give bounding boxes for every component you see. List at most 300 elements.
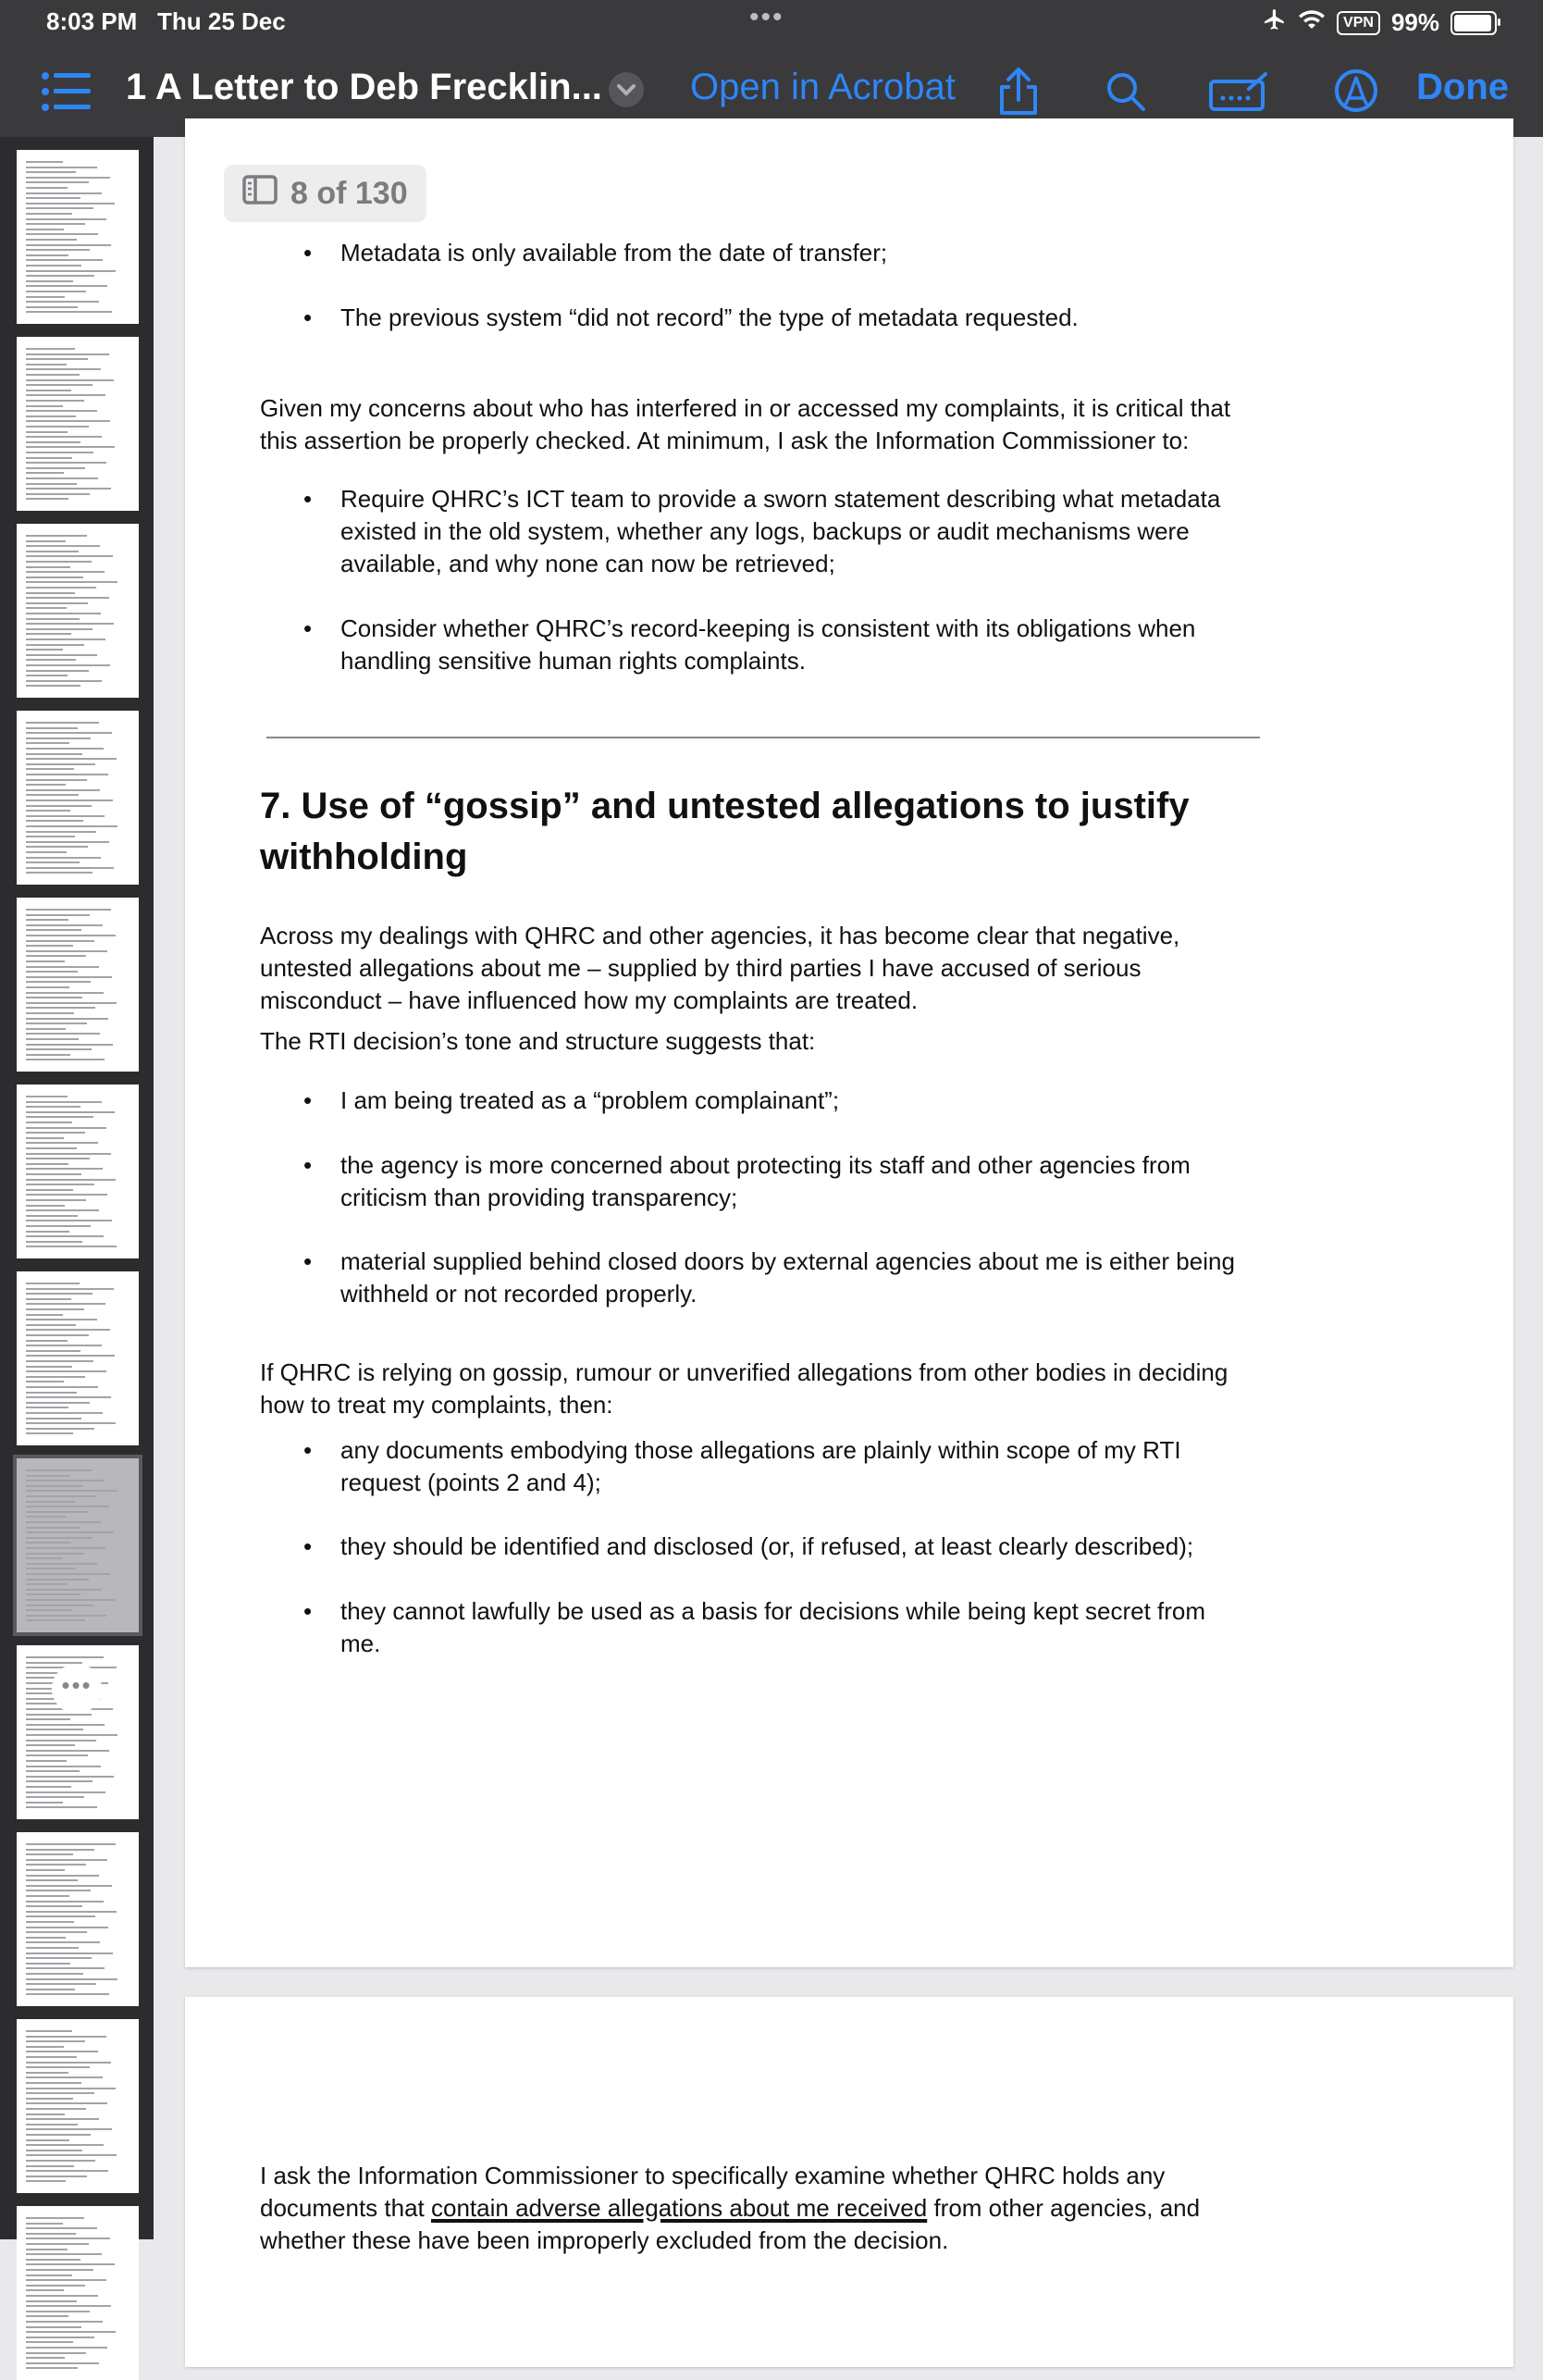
thumbnail-text-line (26, 1879, 78, 1881)
thumbnail-text-line (26, 1947, 79, 1949)
thumbnail-text-line (26, 1407, 68, 1408)
share-icon[interactable] (995, 67, 1042, 121)
thumbnail-text-line (26, 1531, 114, 1533)
thumbnail-text-line (26, 727, 78, 729)
thumbnail-text-line (26, 1869, 65, 1871)
thumbnail-text-line (26, 1915, 95, 1917)
thumbnail-text-line (26, 1796, 84, 1798)
thumbnail-text-line (26, 1760, 67, 1762)
thumbnail-text-line (26, 1418, 81, 1419)
thumbnail-text-line (26, 623, 114, 625)
thumbnail-text-line (26, 2275, 72, 2276)
thumbnail-text-line (26, 1750, 109, 1752)
thumbnail-text-line (26, 1901, 104, 1903)
thumbnail-text-line (26, 1366, 72, 1368)
thumbnail-text-line (26, 2279, 106, 2281)
list-item: • Metadata is only available from the date of transfer; (303, 239, 888, 267)
thumbnail-text-line (26, 1106, 80, 1108)
thumbnail-text-line (26, 2088, 116, 2089)
thumbnail-text-line (26, 1615, 106, 1617)
thumbnail-text-line (26, 1194, 107, 1196)
thumbnail-text-line (26, 571, 105, 573)
thumbnail-text-line (26, 1937, 66, 1939)
thumbnail-text-line (26, 2144, 104, 2146)
thumbnail-text-line (26, 1153, 111, 1155)
thumbnail-text-line (26, 763, 95, 765)
thumbnail-text-line (26, 441, 80, 443)
thumbnail-text-line (26, 1142, 98, 1144)
thumbnail-text-line (26, 1370, 106, 1372)
thumbnail-text-line (26, 1422, 116, 1424)
thumbnail-text-line (26, 1298, 71, 1300)
thumbnail-text-line (26, 1485, 83, 1487)
thumbnail-text-line (26, 1381, 64, 1382)
thumbnail-text-line (26, 1127, 106, 1129)
thumbnail-text-line (26, 1220, 112, 1221)
page-indicator[interactable] (224, 165, 426, 222)
thumbnail-text-line (26, 535, 87, 537)
thumbnail-text-line (26, 1780, 93, 1782)
thumbnail-text-line (26, 1501, 75, 1503)
thumbnail-text-line (26, 1978, 117, 1980)
page-thumbnail[interactable] (17, 1085, 139, 1258)
thumbnail-text-line (26, 1048, 92, 1050)
multitasking-dots[interactable]: ••• (749, 2, 784, 32)
wifi-icon (1298, 8, 1326, 37)
thumbnail-text-line (26, 1729, 83, 1730)
thumbnail-text-line (26, 1184, 94, 1185)
thumbnail-text-line (26, 2040, 85, 2042)
thumbnail-text-line (26, 1215, 78, 1217)
paragraph: Across my dealings with QHRC and other agencies, it has become clear that negative, untested allegations about me – supplied by third parties I have accused of serious misconduct – have influenced how my complaints are treated. (260, 922, 1180, 1014)
thumbnail-text-line (26, 1319, 97, 1320)
thumbnail-text-line (26, 498, 68, 500)
thumbnail-text-line (26, 1231, 69, 1233)
thumbnail-text-line (26, 368, 101, 370)
thumbnail-text-line (26, 986, 69, 988)
markup-pen-icon[interactable] (1334, 68, 1378, 118)
thumbnail-text-line (26, 805, 92, 807)
list-item: • they cannot lawfully be used as a basis for decisions while being kept secret from me. (303, 1597, 1206, 1657)
thumbnail-text-line (26, 2253, 102, 2255)
thumbnail-text-line (26, 2341, 73, 2343)
thumbnail-text-line (26, 1740, 96, 1742)
thumbnail-text-line (26, 945, 73, 947)
thumbnail-text-line (26, 420, 110, 422)
thumbnail-text-line (26, 1619, 85, 1621)
thumbnail-text-line (26, 831, 96, 833)
thumbnail-text-line (26, 1189, 73, 1191)
thumbnail-text-line (26, 1931, 87, 1933)
open-in-acrobat-button[interactable]: Open in Acrobat (690, 67, 956, 107)
thumbnail-text-line (26, 1875, 99, 1877)
thumbnail-text-line (26, 1225, 91, 1227)
thumbnail-text-line (26, 1137, 64, 1139)
thumbnail-text-line (26, 1402, 90, 1404)
thumbnail-text-line (26, 1345, 102, 1346)
thumbnail-text-line (26, 654, 97, 656)
thumbnail-text-line (26, 2170, 108, 2172)
thumbnail-text-line (26, 2352, 86, 2354)
thumbnail-text-line (26, 161, 63, 163)
thumbnail-text-line (26, 291, 86, 292)
thumbnail-text-line (26, 2289, 64, 2291)
thumbnail-text-line (26, 254, 68, 256)
thumbnail-text-line (26, 477, 98, 479)
thumbnail-text-line (26, 2311, 90, 2312)
thumbnail-text-line (26, 1911, 117, 1913)
thumbnail-text-line (26, 223, 85, 225)
thumbnail-text-line (26, 2108, 86, 2110)
thumbnail-text-line (26, 794, 79, 796)
thumbnail-text-line (26, 431, 68, 433)
thumbnail-text-line (26, 680, 102, 682)
thumbnails-list-icon[interactable] (41, 68, 91, 115)
thumbnail-text-line (26, 1890, 91, 1891)
battery-percent: 99% (1390, 8, 1439, 36)
thumbnail-text-line (26, 846, 88, 848)
thumbnail-text-line (26, 800, 113, 801)
thumbnail-text-line (26, 644, 84, 646)
list-item: • Require QHRC’s ICT team to provide a sworn statement describing what metadata existed in the old system, whether any logs, backups or audit mechanisms were available, and why none can now be retrieved; (303, 485, 1221, 577)
thumbnail-text-line (26, 753, 82, 755)
thumbnail-text-line (26, 348, 75, 350)
thumbnail-text-line (26, 862, 80, 863)
thumbnail-text-line (26, 1340, 68, 1342)
thumbnail-text-line (26, 467, 85, 469)
thumbnail-text-line (26, 364, 67, 366)
thumbnail-text-line (26, 748, 104, 750)
status-date: Thu 25 Dec (157, 7, 286, 35)
search-icon[interactable] (1105, 70, 1147, 118)
thumbnail-text-line (26, 1967, 105, 1969)
thumbnail-text-line (26, 2233, 76, 2235)
page-thumbnail[interactable] (17, 711, 139, 885)
thumbnail-text-line (26, 872, 93, 874)
chevron-down-icon[interactable] (609, 72, 644, 107)
thumbnail-text-line (26, 415, 76, 417)
thumbnail-text-line (26, 2295, 98, 2297)
thumbnail-text-line (26, 2223, 63, 2225)
thumbnail-text-line (26, 177, 110, 179)
thumbnail-text-line (26, 2305, 111, 2307)
thumbnail-text-line (26, 1609, 72, 1611)
page-thumbnail[interactable] (17, 1271, 139, 1445)
thumbnail-text-line (26, 270, 116, 272)
done-button[interactable]: Done (1416, 67, 1509, 107)
thumbnail-text-line (26, 555, 113, 557)
thumbnail-text-line (26, 602, 88, 604)
thumbnail-text-line (26, 2113, 65, 2115)
thumbnail-text-line (26, 1905, 82, 1907)
thumbnail-text-line (26, 483, 77, 485)
thumbnail-text-line (26, 1776, 114, 1778)
thumbnail-text-line (26, 1209, 99, 1211)
document-page (185, 118, 1513, 1967)
thumbnail-text-line (26, 1033, 100, 1035)
thumbnail-text-line (26, 1360, 93, 1362)
thumbnail-text-line (26, 1007, 95, 1009)
thumbnail-text-line (26, 2315, 68, 2317)
thumbnail-text-line (26, 675, 68, 676)
thumbnail-text-line (26, 909, 111, 911)
thumbnail-text-line (26, 836, 75, 837)
thumbnail-text-line (26, 1547, 105, 1549)
thumbnail-text-line (26, 1288, 114, 1290)
thumbnail-text-line (26, 551, 79, 552)
thumbnail-text-line (26, 825, 117, 827)
thumbnail-text-line (26, 1038, 79, 1040)
thumbnail-text-line (26, 1656, 104, 1658)
thumbnail-text-line (26, 249, 90, 251)
thumbnail-text-line (26, 789, 100, 791)
thumbnail-text-line (26, 1054, 70, 1056)
thumbnail-text-line (26, 966, 99, 968)
thumbnail-text-line (26, 446, 115, 448)
thumbnail-text-line (26, 2357, 65, 2359)
thumbnail-text-line (26, 1593, 80, 1595)
thumbnail-text-line (26, 1179, 116, 1181)
page-thumbnails-sidebar[interactable] (0, 137, 154, 2239)
thumbnail-text-line (26, 410, 97, 412)
thumbnail-text-line (26, 1096, 68, 1097)
thumbnail-text-line (26, 285, 107, 287)
battery-icon (1450, 11, 1497, 35)
thumbnail-text-line (26, 379, 114, 381)
airplane-icon (1263, 7, 1287, 38)
thumbnail-text-line (26, 1941, 100, 1943)
thumbnail-text-line (26, 2249, 68, 2250)
thumbnail-text-line (26, 841, 109, 843)
thumbnail-text-line (26, 1018, 108, 1020)
thumbnail-text-line (26, 2082, 81, 2084)
thumbnail-text-line (26, 192, 102, 194)
thumbnail-text-line (26, 997, 82, 998)
thumbnail-text-line (26, 171, 76, 173)
thumbnail-text-line (26, 1334, 89, 1336)
thumbnail-text-line (26, 649, 63, 651)
thumbnail-text-line (26, 1527, 80, 1529)
thumbnail-text-line (26, 306, 78, 308)
paragraph: The RTI decision’s tone and structure suggests that: (260, 1027, 816, 1055)
thumbnail-text-line (26, 659, 76, 661)
thumbnail-text-line (26, 1392, 77, 1394)
thumbnail-text-line (26, 1843, 116, 1845)
thumbnail-text-line (26, 181, 89, 183)
thumbnail-text-line (26, 187, 68, 189)
thumbnail-text-line (26, 311, 112, 313)
markup-keyboard-icon[interactable] (1208, 70, 1269, 118)
thumbnail-text-line (26, 1132, 85, 1134)
thumbnail-text-line (26, 1480, 105, 1481)
underlined-text: contain adverse allegations about me received (431, 2194, 928, 2222)
thumbnail-text-line (26, 436, 102, 438)
thumbnail-text-line (26, 218, 106, 220)
thumbnail-text-line (26, 1199, 86, 1201)
horizontal-divider (266, 737, 1260, 738)
thumbnail-text-line (26, 2036, 106, 2038)
thumbnail-text-line (26, 971, 78, 973)
thumbnail-text-line (26, 233, 98, 235)
thumbnail-text-line (26, 1469, 92, 1471)
page-thumbnail[interactable] (17, 2019, 139, 2193)
status-indicators (1263, 7, 1497, 38)
thumbnail-text-line (26, 1511, 88, 1513)
page-thumbnail[interactable] (17, 337, 139, 511)
thumbnail-text-line (26, 1028, 66, 1030)
thumbnail-text-line (26, 488, 111, 490)
document-viewer[interactable] (154, 137, 1543, 2254)
thumbnail-text-line (26, 1283, 80, 1284)
section-heading: 7. Use of “gossip” and untested allegations to justify withholding (260, 786, 1190, 877)
thumbnail-text-line (26, 213, 72, 215)
thumbnail-text-line (26, 1314, 63, 1316)
thumbnail-text-line (26, 2160, 95, 2162)
page-thumbnail[interactable] (17, 2206, 139, 2380)
thumbnail-text-line (26, 1802, 63, 1804)
thumbnail-text-line (26, 280, 73, 282)
thumbnail-text-line (26, 1589, 102, 1591)
page-thumbnail[interactable] (17, 1832, 139, 2006)
list-item: • Consider whether QHRC’s record-keeping is consistent with its obligations when handling sensitive human rights complaints. (303, 614, 1196, 675)
thumbnail-text-line (26, 784, 66, 786)
thumbnail-text-line (26, 2331, 116, 2333)
thumbnail-text-line (26, 1147, 77, 1149)
list-item: • The previous system “did not record” the type of metadata requested. (303, 304, 1079, 331)
thumbnail-text-line (26, 1734, 117, 1736)
vpn-badge: VPN (1337, 11, 1380, 35)
thumbnail-text-line (26, 581, 117, 583)
thumbnail-text-line (26, 722, 99, 724)
thumbnail-text-line (26, 810, 70, 812)
thumbnail-text-line (26, 1583, 68, 1585)
list-item: • material supplied behind closed doors by external agencies about me is either being withheld or not recorded properly. (303, 1247, 1235, 1308)
more-options-icon[interactable]: ••• (52, 1664, 102, 1714)
thumbnail-text-line (26, 405, 63, 407)
paragraph: Given my concerns about who has interfered in or accessed my complaints, it is critical that this assertion be properly checked. At minimum, I ask the Information Commissioner to: (260, 394, 1231, 454)
thumbnail-text-line (26, 1557, 63, 1559)
thumbnail-text-line (26, 1168, 103, 1170)
thumbnail-text-line (26, 1122, 72, 1123)
thumbnail-text-line (26, 758, 117, 760)
thumbnail-text-line (26, 1573, 110, 1575)
thumbnail-text-line (26, 1537, 93, 1539)
thumbnail-text-line (26, 1205, 65, 1207)
thumbnail-text-line (26, 867, 114, 869)
list-item: • the agency is more concerned about protecting its staff and other agencies from criticism than providing transparency; (303, 1151, 1191, 1211)
thumbnail-text-line (26, 2337, 94, 2338)
thumbnail-text-line (26, 1235, 104, 1237)
thumbnail-text-line (26, 1246, 117, 1247)
thumbnail-text-line (26, 203, 115, 205)
thumbnail-text-line (26, 2227, 97, 2229)
thumbnail-text-line (26, 2165, 74, 2167)
thumbnail-text-line (26, 390, 71, 391)
thumbnail-text-line (26, 924, 103, 926)
thumbnail-text-line (26, 472, 64, 474)
thumbnail-text-line (26, 1568, 76, 1569)
thumbnail-text-line (26, 2056, 77, 2058)
thumbnail-text-line (26, 566, 70, 568)
thumbnail-text-line (26, 1101, 102, 1103)
thumbnail-text-line (26, 1293, 93, 1295)
thumbnail-text-line (26, 1563, 97, 1565)
thumbnail-text-line (26, 1542, 71, 1543)
thumbnail-text-line (26, 561, 92, 563)
thumbnail-text-line (26, 1386, 98, 1388)
thumbnail-text-line (26, 815, 105, 817)
thumbnail-text-line (26, 2237, 110, 2239)
thumbnail-text-line (26, 358, 88, 360)
thumbnail-text-line (26, 976, 112, 978)
thumbnail-text-line (26, 2062, 111, 2064)
thumbnail-text-line (26, 597, 109, 599)
thumbnail-text-line (26, 670, 89, 672)
thumbnail-text-line (26, 1116, 93, 1118)
status-time: 8:03 PM (46, 7, 138, 35)
thumbnail-text-line (26, 1989, 75, 1990)
thumbnail-text-line (26, 768, 74, 770)
page-thumbnail-selected[interactable] (17, 1458, 139, 1632)
document-page (185, 1997, 1513, 2367)
thumbnail-text-line (26, 576, 83, 578)
thumbnail-text-line (26, 618, 80, 620)
page-thumbnail[interactable] (17, 524, 139, 698)
thumbnail-text-line (26, 1173, 81, 1175)
page-thumbnail[interactable] (17, 150, 139, 324)
thumbnail-text-line (26, 779, 87, 781)
thumbnail-text-line (26, 1412, 103, 1414)
thumbnail-text-line (26, 638, 105, 640)
thumbnail-text-line (26, 1158, 90, 1159)
page-thumbnail[interactable] (17, 898, 139, 1072)
thumbnail-text-line (26, 2326, 81, 2328)
thumbnail-text-line (26, 2269, 93, 2271)
thumbnail-text-line (26, 940, 94, 942)
thumbnail-text-line (26, 1012, 74, 1014)
thumbnail-text-line (26, 950, 107, 952)
thumbnail-text-line (26, 1059, 105, 1060)
thumbnail-text-line (26, 1376, 85, 1378)
thumbnail-text-line (26, 1963, 70, 1965)
thumbnail-text-line (26, 935, 116, 936)
thumbnail-text-line (26, 1308, 84, 1310)
thumbnail-text-line (26, 742, 69, 744)
thumbnail-text-line (26, 1921, 74, 1923)
status-bar (0, 0, 1543, 44)
thumbnail-text-line (26, 493, 90, 495)
thumbnail-text-line (26, 1023, 87, 1024)
thumbnail-text-line (26, 1786, 71, 1788)
thumbnail-text-line (26, 1329, 110, 1331)
thumbnail-text-line (26, 2180, 66, 2182)
thumbnail-text-line (26, 2217, 84, 2219)
thumbnail-text-line (26, 633, 71, 635)
thumbnail-text-line (26, 239, 77, 241)
document-title[interactable]: 1 A Letter to Deb Frecklin... (126, 67, 602, 107)
list-item: • any documents embodying those allegations are plainly within scope of my RTI request (points 2 and 4); (303, 1436, 1181, 1496)
thumbnail-text-line (26, 275, 94, 277)
thumbnail-text-line (26, 1044, 113, 1046)
thumbnail-text-line (26, 426, 89, 428)
list-item: • they should be identified and disclosed (or, if refused, at least clearly described); (303, 1532, 1194, 1560)
thumbnail-text-line (26, 2321, 103, 2323)
thumbnail-text-line (26, 1579, 89, 1580)
thumbnail-text-line (26, 2076, 103, 2078)
thumbnail-text-line (26, 1516, 67, 1518)
thumbnail-text-line (26, 851, 67, 853)
page-number-text: 8 of 130 (290, 175, 408, 211)
